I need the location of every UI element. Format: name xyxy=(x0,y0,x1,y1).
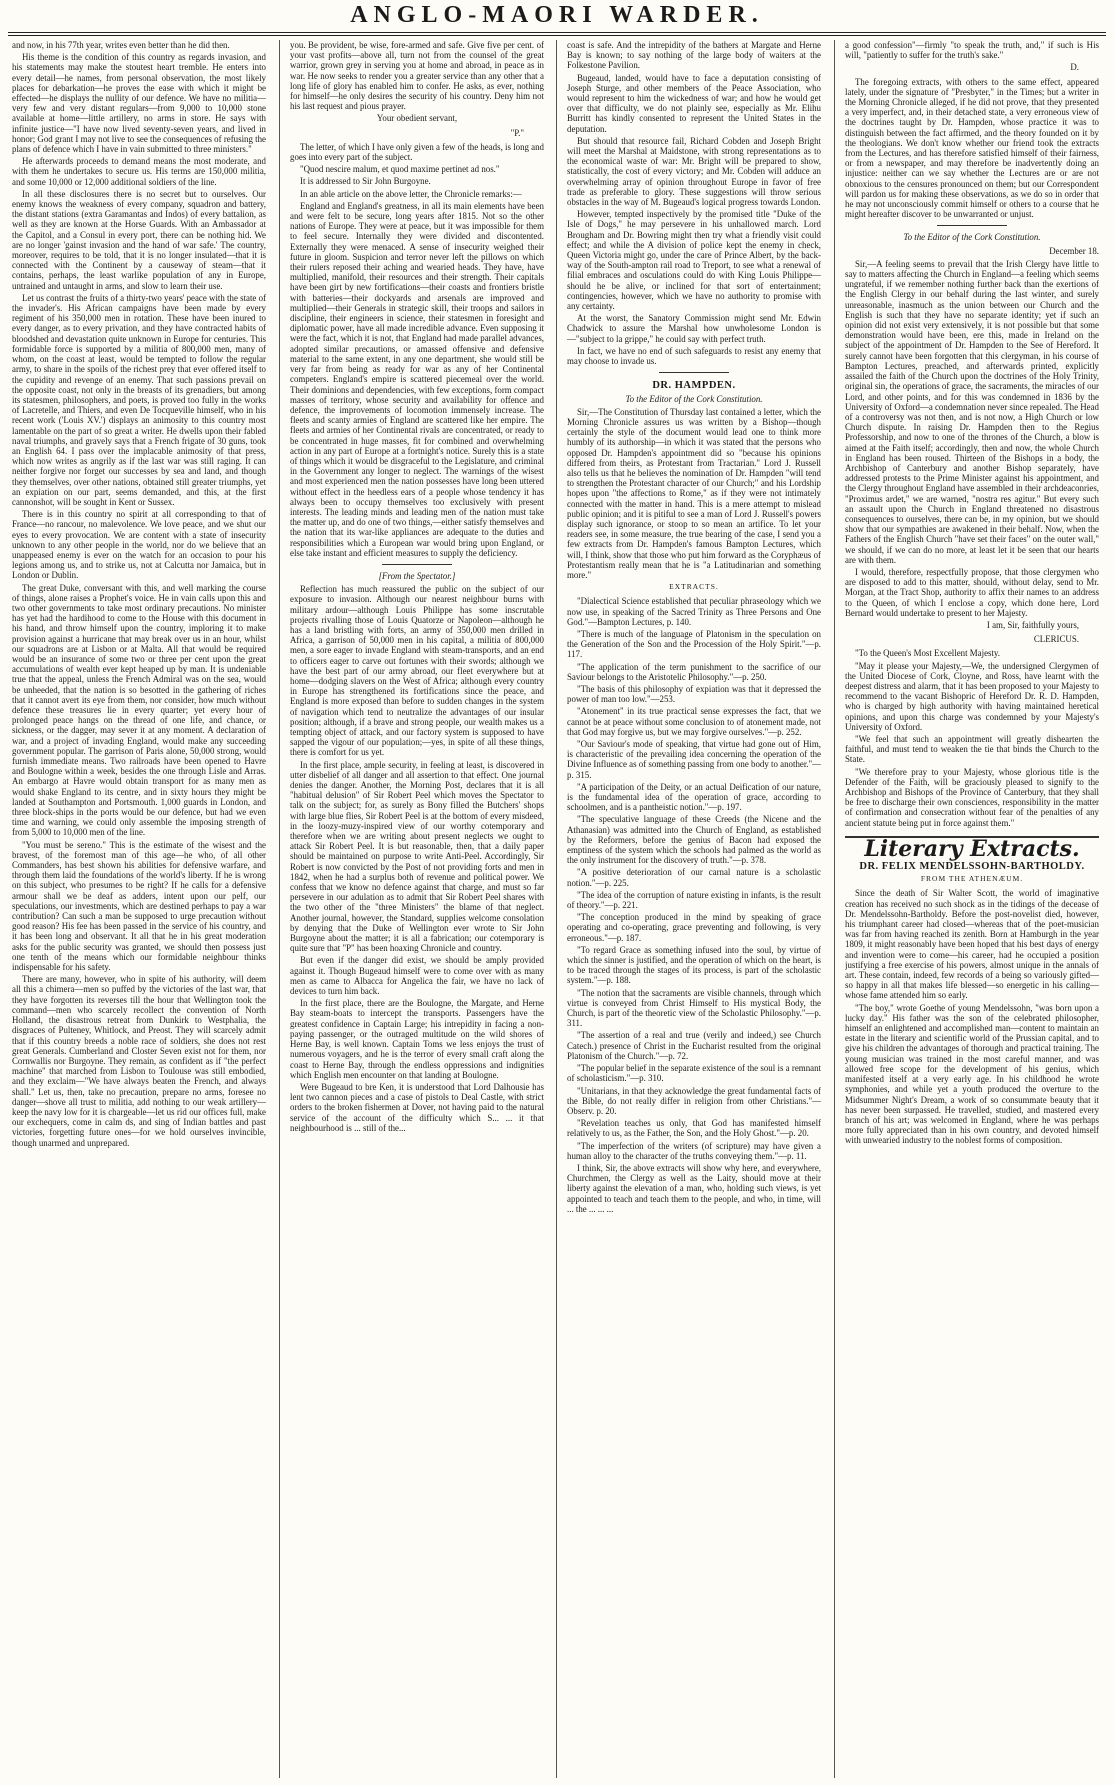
extract: "To regard Grace as something infused into the soul, by virtue of which the sinner is justified, and the operation of which on the heart, is to be traced through the stages of its process, is part of the scholastic system."—p. 188. xyxy=(567,944,821,986)
section-title: Literary Extracts. xyxy=(864,835,1080,862)
extract: "The conception produced in the mind by speaking of grace operating and co-operating, grace preventing and following, is very erroneous."—p. 187. xyxy=(567,912,821,943)
paragraph: Bugeaud, landed, would have to face a deputation consisting of Joseph Sturge, and other members of the Peace Association, who would represent to him the wickedness of war; and how he would get over that difficulty, we do not plainly see, especially as Mr. Elihu Burritt has kindly consented to represent the United States in the deputation. xyxy=(567,72,821,134)
paragraph: There is in this country no spirit at all corresponding to that of France—no rancour, no malevolence. We love peace, and we shut our eyes to every provocation. We are content with a state of insecurity unknown to any other people in the world, nor do we believe that an unappeased enemy is ever on the watch for an occasion to pour his legions among us, and to strike us, not at Calcutta nor Jamaica, but in London or Dublin. xyxy=(12,509,266,581)
extract: "Revelation teaches us only, that God has manifested himself relatively to us, as the Father, the Son, and the Holy Ghost."—p. 20. xyxy=(567,1118,821,1139)
address-paragraph: "May it please your Majesty,—We, the undersigned Clergymen of the United Diocese of Cork, Cloyne, and Ross, have learnt with the deepest distress and alarm, that it has been proposed to your Majesty to recommend to the vacant Bishopric of Hereford Dr. R. D. Hampden, who is charged by high authority with having maintained heretical opinions, and upon this charge was condemned by your Majesty's University of Oxford. xyxy=(845,660,1099,732)
paragraph: The letter, of which I have only given a few of the heads, is long and goes into every part of the subject. xyxy=(290,141,544,163)
paragraph: Sir,—A feeling seems to prevail that the Irish Clergy have little to say to matters affecting the Church in England—a feeling which seems ungrateful, if we remember nothing further back than the exertions of the English Clergy in our behalf during the last winter, and surely unreasonable, inasmuch as the union between our Church and the English is such that they have no separate identity; yet if such an opinion did not exist very extensively, it is not possible but that some demonstration would have been, ere this, made in Ireland on the subject of the appointment of Dr. Hampden to the See of Hereford. It surely cannot have been forgotten that this clergyman, in his course of Bampton Lectures, preached, and afterwards printed, explicitly assailed the faith of the Church upon the doctrines of the Holy Trinity, original sin, the operations of grace, the sacraments, the miracles of our Lord, and other points, and for this was condemned in 1836 by the University of Oxford—a condemnation never since repealed. The Head of a controversy was not then, and is not now, a High Church or low Church dispute. In raising Dr. Hampden then to the Regius Professorship, and now to one of the thrones of the Church, a blow is aimed at the Faith itself; accordingly, then and now, the whole Church in England has been roused. Thirteen of the Bishops in a body, the Archbishop of Canterbury and another Bishop separately, have addressed protests to the Prime Minister against his appointment, and the Clergy throughout England have assembled in their archdeaconries, "Proximus ardet," we are warned, "nostra res agitur." But every such an assault upon the Church in England threatened no disastrous consequences to ourselves, there can be, in my opinion, but we should show that our sympathies are awakened in their behalf. Now, when the Fathers of the English Church "have set their faces" on the outer wall," we should, if we can do no more, at least let it be seen that our hearts are with them. xyxy=(845,258,1099,565)
extract: "The notion that the sacraments are visible channels, through which virtue is conveyed from Christ Himself to His mystical Body, the Church, is part of the theoretic view of the Scholastic Philosophy."—p. 311. xyxy=(567,987,821,1029)
masthead-rule-thin xyxy=(8,35,1106,36)
paragraph: Sir,—The Constitution of Thursday last contained a letter, which the Morning Chronicle assures us was written by a Bishop—though certainly the style of the document would lead one to think more humbly of its authorship—in which it was stated that the persons who opposed Dr. Hampden's appointment did so "because his opinions differed from theirs, as Protestant from Tractarian." Lord J. Russell also tells us that he believes the nomination of Dr. Hampden "will tend to strengthen the Protestant character of our Church;" and his Lordship hopes upon "the affections to Rome," as if they were not intimately connected with the matter in hand. This is a mere attempt to mislead public opinion; and it is pitiful to see a man of Lord J. Russell's powers display such ignorance, or stoop to so mean an artifice. To let your readers see, in some measure, the true bearing of the case, I send you a few extracts from Dr. Hampden's famous Bampton Lectures, which will, I think, show that those who put him forward as the Coryphæus of Protestantism really mean that he is "a Latitudinarian and something more." xyxy=(567,406,821,580)
section-separator xyxy=(937,225,1007,226)
letter-initial: "P." xyxy=(510,127,524,138)
paragraph: Let us contrast the fruits of a thirty-two years' peace with the state of the invader's. His African campaigns have been made by every regiment of his 350,000 men in rotation. These have been inured to every danger, as to every privation, and they have contracted habits of bloodshed and devastation quite unknown in Europe for centuries. This formidable force is supported by a militia of 800,000 men, many of whom, on the coast at least, would be tempted to follow the regular army, to share in the spoils of the richest prey that ever offered itself to the cupidity and revenge of an enemy. That such passions prevail on the opposite coast, not only in the breasts of its grenadiers, but among its statesmen, philosophers, and poets, is proved too fully in the works of Lacretelle, and Thiers, and even De Tocqueville himself, who in his recent work ('Louis XV.') displays an animosity to this country most lamentable on the part of so great a writer. He dwells upon their fabled naval triumphs, and gravely says that a French frigate of 30 guns, took an English 64. I pass over the implacable animosity of that press, which now writes as angrily as if the last war was still raging. It can neither forgive nor forget our successes by sea and land, and though they themselves, over other nations, obtained still greater triumphs, yet an expiation on our part, seems demanded, and this, at the first cannonshot, will be sought in Kent or Sussex. xyxy=(12,292,266,507)
letter-signoff: Your obedient servant, xyxy=(376,113,458,124)
masthead-rule xyxy=(8,32,1106,33)
quotation: "Quod nescire malum, et quod maxime pertinet ad nos." xyxy=(300,164,500,175)
paragraph: In all these disclosures there is no secret but to ourselves. Our enemy knows the weakness of every company, squadron and battery, the distant stations (extra Garamantas and Indos) of every battalion, as well as they are known at the Horse Guards. With an Ambassador at the Capitol, and a Consul in every port, there can be nothing hid. We are no longer 'gainst invasion and the hand of war safe.' The country, moreover, requires to be told, that it is no longer insulated—that it is connected with the Continent by a causeway of steam—that it contains, perhaps, the least warlike population of any in Europe, untrained and untaught in arms, and slow to learn their use. xyxy=(12,188,266,291)
column-3 xyxy=(567,40,821,1778)
article-subheading: To the Editor of the Cork Constitution. xyxy=(625,393,763,404)
paragraph: and now, in his 77th year, writes even better than he did then. xyxy=(12,40,230,50)
newspaper-title: ANGLO-MAORI WARDER. xyxy=(350,2,764,28)
column-2 xyxy=(290,40,544,1778)
extract: "Atonement" in its true practical sense expresses the fact, that we cannot be at peace without some conclusion to of atonement made, not that God may forgive us, but we may forgive ourselves."—p. 252. xyxy=(567,706,821,737)
paragraph: In fact, we have no end of such safeguards to resist any enemy that may choose to invade us. xyxy=(567,345,821,367)
section-separator xyxy=(382,564,452,565)
paragraph: you. Be provident, be wise, fore-armed and safe. Give five per cent. of your vast profits—above all, turn not from the counsel of the great warrior, grown grey in serving you at home and abroad, in peace as in war. He now seeks to render you a greater service than any other that a long life of glory has enabled him to confer. He asks, as ever, nothing for himself—he only desires the security of his country. Deny him not his last request and pious prayer. xyxy=(290,40,544,112)
article-heading: DR. FELIX MENDELSSOHN-BARTHOLDY. xyxy=(859,861,1085,873)
paragraph: England and England's greatness, in all its main elements have been and were felt to be secure, long years after 1815. Not so the other nations of Europe. They were at peace, but it was impossible for them to feel secure. Internally they were divided and discontented. Externally they were menaced. A sense of insecurity weighed their future in gloom. Suspicion and terror never left the pillows on which their rulers reposed their aching and wearied heads. They have, have multiplied, manifold, their resources and their strength. Their capitals have been girt by new fortifications—their coasts and frontiers bristle with batteries—their dockyards and arsenals are improved and multiplied—their Generals in strategic skill, their troops and sailors in discipline, their engineers in science, their statesmen in foresight and diplomatic power, have all made incredible advance. Even supposing it were the fact, which it is not, that England had made parallel advances, adopted similar precautions, or amassed offensive and defensive material to the same extent, in any one department, she would still be very far from being as ready for war as any of her Continental competers. England's empire is scattered piecemeal over the world. Their dominions and dependencies, with few exceptions, form compact masses of territory, whose security and availability for offence and defence, the improvements of locomotion immensely increase. The fleets and scanty armies of England are scattered like her empire. The fleets and armies of her Continental rivals are concentrated, or ready to be concentrated in huge masses, fit for combined and overwhelming action in any part of Europe at a fortnight's notice. Surely this is a state of things which it would be disgraceful to the Legislature, and criminal in the Government any longer to neglect. The warnings of the wisest and most experienced men the nation possesses have long been uttered without effect in the heedless ears of a people whose tendency it has always been to occupy themselves too exclusively with present interests. The leading minds and leading men of the nation must take the matter up, and do one of two things,—either satisfy themselves and the nation that its war-like appliances are adequate to the duties and responsibilities which a European war would bring upon England, or else take instant and efficient measures to supply the deficiency. xyxy=(290,200,544,558)
article-heading: DR. HAMPDEN. xyxy=(652,380,736,392)
extract: "Dialectical Science established that peculiar phraseology which we now use, in speaking of the Sacred Trinity as Three Persons and One God."—Bampton Lectures, p. 140. xyxy=(567,596,821,627)
extract: "Our Saviour's mode of speaking, that virtue had gone out of Him, is characteristic of the prevailing idea concerning the operation of the Divine Influence as of something passing from one body to another."—p. 315. xyxy=(567,739,821,780)
address-paragraph: "We feel that such an appointment will greatly dishearten the faithful, and must tend to weaken the tie that binds the Church to the State. xyxy=(845,734,1099,765)
letter-signature: CLERICUS. xyxy=(1033,634,1079,645)
paragraph: "The boy," wrote Goethe of young Mendelssohn, "was born upon a lucky day." His father was the son of the celebrated philosopher, himself an enlightened and accomplished man—content to maintain an estate in the literary and scientific world of the Prussian capital, and to give his children the advantages of thorough and practical training. The young musician was trained in the most careful manner, and was allowed free scope for the development of his genius, which manifested itself at a very early age. In his childhood he wrote symphonies, and while yet a youth produced the overture to the Midsummer Night's Dream, a work of so consummate beauty that it has never been surpassed. He travelled, studied, and mastered every branch of his art; was welcomed in England, where he was perhaps more fully appreciated than in his own country, and devoted himself with unwearied industry to the noblest forms of composition. xyxy=(845,1002,1099,1146)
paragraph: But even if the danger did exist, we should be amply provided against it. Though Bugeaud himself were to come over with as many men as came to Albacca for Angelica the fair, we have no lack of devices to turn him back. xyxy=(290,955,544,997)
paragraph: He afterwards proceeds to demand means the most moderate, and with them he undertakes to secure us. His terms are 150,000 militia, and some 10,000 or 12,000 additional soldiers of the line. xyxy=(12,156,266,187)
letter-initial: D. xyxy=(1070,62,1079,73)
paragraph: However, tempted inspectively by the promised title "Duke of the Isle of Dogs," he may persevere in his unhallowed march. Lord Brougham and Dr. Bowring might then try what a friendly visit could effect; and while the A division of police kept the enemy in check, Queen Victoria might go, under the care of Prince Albert, by the back-way of the South-ampton rail road to Treport, to see what a renewal of filial embraces and osculations could do with King Louis Philippe—should he be alive, or inclined for that sort of entertainment; contingencies, however, which we have no authority to promise with any certainty. xyxy=(567,209,821,312)
extracts-label: EXTRACTS. xyxy=(669,582,719,592)
paragraph: The great Duke, conversant with this, and well marking the course of things, alone raises a Prophet's voice. He in vain calls upon this and two other governments to take most ordinary precautions. No minister has yet had the hardihood to come to the House with this document in his hand, and throw himself upon the country, imploring it to make provision against a hurricane that may break over us in an hour, whilst our squadrons are at Lisbon or at Malta. All that would be required would be an insurance of some two or three per cent upon the great accumulations of wealth ever kept heaped up by man. It is undeniable true that the appeal, unless the French Admiral was on the sea, would be unheeded, that the nation is so besotted in the gathering of riches that it cannot avert its eye from them, nor consider, how much without defence these treasures lie in every quarter; yet every hour of prolonged peace hangs on the thread of one life, and chance, or sickness, or the dagger, may sever it at any moment. A declaration of war, and a project of invading England, would make any succeeding government popular. The garrison of Paris alone, 50,000 strong, would furnish immediate means. Two railroads have been opened to Havre and Boulogne within a week, besides the one through Lisle and Arras. An embargo at Havre would obtain transport for as many men as would shake England to its centre, and in sixty hours they might be landed at Southampton and Portsmouth. 1,000 guards in London, and three block-ships in the ports would be our defence, but had we even time and warning, we could only assemble the imposing strength of from 5,000 to 10,000 men of the line. xyxy=(12,582,266,838)
paragraph: Since the death of Sir Walter Scott, the world of imaginative creation has received no such shock as in the tidings of the decease of Dr. Mendelssohn-Bartholdy. Before the post-novelist died, however, his triumphant career had closed—whereas that of the poet-musician was far from having reached its zenith. Born at Hamburgh in the year 1809, it might reasonably have been hoped that his best days of energy and invention were to come—his career, had he occupied a position justifying a free exercise of his powers, almost unique in the annals of art. These contain, indeed, few records of a being so variously gifted—so happy in all that makes life blessed—so energetic in his calling—whose fame attended him so early. xyxy=(845,888,1099,1001)
paragraph: In an able article on the above letter, the Chronicle remarks:— xyxy=(300,188,522,199)
column-divider xyxy=(279,40,280,1778)
column-divider xyxy=(834,40,835,1778)
extract: "Unitarians, in that they acknowledge the great fundamental facts of the Bible, do not really differ in religion from other Christians."—Observ. p. 20. xyxy=(567,1085,821,1116)
paragraph: But should that resource fail, Richard Cobden and Joseph Bright will meet the Marshal at Maidstone, with strong representations as to the economical waste of war: Mr. Bright will be prepared to show, statistically, the cost of every victory; and Mr. Cobden will adduce an overwhelming array of opinion throughout Europe in favor of free trade as preferable to glory. These suggestions will throw serious obstacles in the way of M. Bugeaud's logical progress towards London. xyxy=(567,135,821,208)
paragraph: I would, therefore, respectfully propose, that those clergymen who are disposed to add to this matter, should, without delay, send to Mr. Morgan, at the Tract Shop, authority to affix their names to an address to the Queen, of which I enclose a copy, which done here, Lord Bernard would undertake to present to her Majesty. xyxy=(845,566,1099,618)
column-1 xyxy=(12,40,266,1778)
letter-closing: I am, Sir, faithfully yours, xyxy=(986,619,1079,630)
extract: "The speculative language of these Creeds (the Nicene and the Athanasian) was admitted into the Church of England, as established by the Reformers, before the genius of Bacon had exposed the emptiness of the system which the schools had palmed as the world as the only instrument for the discovery of truth."—p. 378. xyxy=(567,814,821,866)
paragraph: a good confession"—firmly "to speak the truth, and," if such is His will, "patiently to suffer for the truth's sake." xyxy=(845,40,1099,61)
extract: "The popular belief in the separate existence of the soul is a remnant of scholasticism."—p. 310. xyxy=(567,1063,821,1084)
extract: "The application of the term punishment to the sacrifice of our Saviour belongs to the Aristotelic Philosophy."—p. 250. xyxy=(567,661,821,682)
paragraph: "You must be sereno." This is the estimate of the wisest and the bravest, of the foremost man of this age—he who, of all other Commanders, has best shown his abilities for defensive warfare, and through them laid the foundations of the world's liberty. If he is wrong on this subject, who presumes to be right? If he calls for a defensive armour shall we be deaf as adders, intent upon our pelf, our speculations, our investments, which are destined perhaps to pay a war contribution? Can such a man be supposed to urge precaution without good reason? His fee has been passed in the service of his country, and it has been long and observant. It all that he in his great moderation asks for the public security was granted, we should then possess just one tenth of the means which our formidable neighbour thinks indispensable for his safety. xyxy=(12,839,266,973)
paragraph: At the worst, the Sanatory Commission might send Mr. Edwin Chadwick to assure the Marshal how unwholesome London is—"subject to la grippe," he could say with perfect truth. xyxy=(567,313,821,344)
extract: "The basis of this philosophy of expiation was that it depressed the power of man too low."—253. xyxy=(567,683,821,705)
masthead xyxy=(0,0,1114,28)
paragraph: His theme is the condition of this country as regards invasion, and his statements may make the stoutest heart tremble. He enters into every detail—he names, from personal observation, the most likely places for debarkation—he proves the ease with which it might be effected—he displays the nullity of our defence. We have no militia—very few and very distant regulars—from 9,000 to 10,000 stone available at home—little artillery, no arms in store. He says with infinite justice—"I have now lived seventy-seven years, and lived in honor; God grant I may not live to see the consequences of refusing the plans of defence which I have in vain submitted to three ministers." xyxy=(12,52,266,155)
source-attribution: [From the Spectator.] xyxy=(378,570,456,581)
paragraph: It is addressed to Sir John Burgoyne. xyxy=(300,176,431,187)
address-paragraph: "To the Queen's Most Excellent Majesty. xyxy=(855,648,1001,659)
extract: "There is much of the language of Platonism in the speculation on the Generation of the Son and the Procession of the Holy Spirit."—p. 117. xyxy=(567,628,821,660)
letter-date: December 18. xyxy=(1049,245,1099,256)
paragraph: Reflection has much reassured the public on the subject of our exposure to invasion. Although our nearest neighbour burns with military ardour—although Louis Philippe has some inscrutable projects rivalling those of Louis Quatorze or Napoleon—although he has a land bristling with forts, an army of 350,000 men drilled in Africa, a garrison of 50,000 men in his capital, a militia of 800,000 men, a sore eager to invade England with steam-transports, and an end to officers eager to carve out fortunes with their swords; although we have the best part of our army abroad, our fleet everywhere but at home—dodging slavers on the West of Africa; although every country in Europe has strengthened its fortifications since the peace, and England is more exposed than before to sudden changes in the system of navigation which tend to neutralize the advantages of our insular position; although, if a brave and strong people, our wealth makes us a tempting object of attack, and our factory system is supposed to have sapped the vigour of our population;—yes, in spite of all these things, there is comfort for us yet. xyxy=(290,584,544,758)
extract: "The assertion of a real and true (verily and indeed,) see Church Catech.) presence of Christ in the Eucharist resulted from the original Platonism of the Church."—p. 72. xyxy=(567,1030,821,1061)
paragraph: In the first place, ample security, in feeling at least, is discovered in utter disbelief of all danger and all assertion to that effect. One journal denies the danger. Another, the Morning Post, declares that it is all "habitual delusion" of Sir Robert Peel which moves the Spectator to talk on the subject; for, as surely as Bony filled the Butchers' shops with large blue flies, Sir Robert Peel is at the bottom of every misdeed, in the loozy-muzy-inspired view of our worthy cotemporary and therefore when we are writing about present neglects we ought to attack Sir Robert Peel. It is but reasonable, then, that a daily paper should be maintained on purpose to write Anti-Peel. Accordingly, Sir Robert is now convicted by the Post of not providing forts and men in 1842, when he had a surplus both of revenue and political power. We confess that we know no defence against that charge, and must so far persevere in our adulation as to admit that Sir Robert Peel shares with the two other of the "three Ministers" the blame of that neglect. Another journal, however, the Standard, supplies welcome consolation by denying that the Duke of Wellington ever wrote to Sir John Burgoyne about the matter; it is all a fabrication; our cotemporary is quite sure that "P" has been hoaxing Chronicle and country. xyxy=(290,759,544,954)
source-attribution: FROM THE ATHENÆUM. xyxy=(920,874,1024,884)
paragraph: In the first place, there are the Boulogne, the Margate, and Herne Bay steam-boats to intercept the transports. Passengers have the greatest confidence in Captain Large; his intrepidity in facing a non-paying passenger, or the outraged multitude on the wild shores of Herne Bay, is well known. Captain Toms we less enjoys the trust of numerous voyagers, and he is the terror of every small craft along the coast to Herne Bay, through the endless oppressions and indignities which English men encounter on that landing at Boulogne. xyxy=(290,998,544,1080)
paragraph: I think, Sir, the above extracts will show why here, and everywhere, Churchmen, the Clergy as well as the Laity, should move at their liberty against the elevation of a man, who, holding such views, is yet appointed to teach and teach them to the people, and who, in time, will ... the ... ... ... xyxy=(567,1162,821,1214)
extract: "The imperfection of the writers (of scripture) may have given a human alloy to the character of the truths conveying them."—p. 11. xyxy=(567,1140,821,1161)
column-4 xyxy=(845,40,1099,1778)
section-separator xyxy=(659,372,729,373)
paragraph: Were Bugeaud to bre Ken, it is understood that Lord Dalhousie has lent two cannon pieces and a case of pistols to Deal Castle, with strict orders to the broken fishermen at Dover, not having paid to the natural service of the account of the difficulty which S... ... it that neighbourhood is ... still of the... xyxy=(290,1081,544,1133)
extract: "A participation of the Deity, or an actual Deification of our nature, is the fundamental idea of the operation of grace, according to schoolmen, and is a pantheistic notion."—p. 197. xyxy=(567,781,821,813)
paragraph: coast is safe. And the intrepidity of the bathers at Margate and Herne Bay is known; to say nothing of the large body of waiters at the Folkestone Pavilion. xyxy=(567,40,821,71)
editor-note: The foregoing extracts, with others to the same effect, appeared lately, under the signature of "Presbyter," in the Times; but a writer in the Morning Chronicle alleged, if he did not prove, that they presented a very imperfect, and, in their detached state, a very erroneous view of the doctrines taught by Dr. Hampden, whose practice it was to distinguish between the fact affirmed, and the theory founded on it by the theologians. We don't know whether our friend took the extracts from the Lectures, and has therefore satisfied himself of their fairness, or from a newspaper, and may therefore be inadvertently doing an injustice: neither can we say whether the Lectures are or are not obnoxious to the censures pronounced on them; but our Correspondent will pardon us for making these observations, as we do so in order that he may not unconsciously commit himself or others to a course that he might hereafter discover to be unwarranted or unjust. xyxy=(845,76,1099,220)
paragraph: There are many, however, who in spite of his authority, will deem all this a chimera—men so puffed by the victories of the last war, that they have forgotten its reverses till the hour that Wellington took the command—men who scarcely recollect the convention of North Holland, the disastrous retreat from Dunkirk to Westphalia, the disgraces of Pulteney, Whitlock, and Preost. They will scarcely admit that if this country breeds a noble race of soldiers, she does not rest great Generals. Cumberland and Closter Seven exist not for them, nor Cornwallis nor Burgoyne. They remain, as confident as if "the perfect machine" that marched from Lisbon to Toulouse was still embodied, and they exclaim—"We have always beaten the French, and always shall." Let us, then, take no precaution, prepare no arms, foresee no danger—shove all trust to militia, add nothing to our weak artillery—keep the navy low for it is chargeable—let us rid our offices full, make our exchequers, come in calm ds, and sing of Indian battles and past victories, forgetting future ones—for we hold ourselves invincible, though unarmed and unprepared. xyxy=(12,974,266,1148)
column-divider xyxy=(556,40,557,1778)
extract: "The idea of the corruption of nature existing in infants, is the result of theory."—p. 221. xyxy=(567,889,821,911)
article-subheading: To the Editor of the Cork Constitution. xyxy=(903,232,1041,243)
address-paragraph: "We therefore pray to your Majesty, whose glorious title is the Defender of the Faith, will be graciously pleased to signify to the Archbishop and Bishops of the Province of Canterbury, that they shall be free to discharge their own consciences, responsibility in the matter of confirmation and consecration without fear of the penalties of any ancient statute being put in force against them." xyxy=(845,766,1099,828)
extract: "A positive deterioration of our carnal nature is a scholastic notion."—p. 225. xyxy=(567,867,821,888)
